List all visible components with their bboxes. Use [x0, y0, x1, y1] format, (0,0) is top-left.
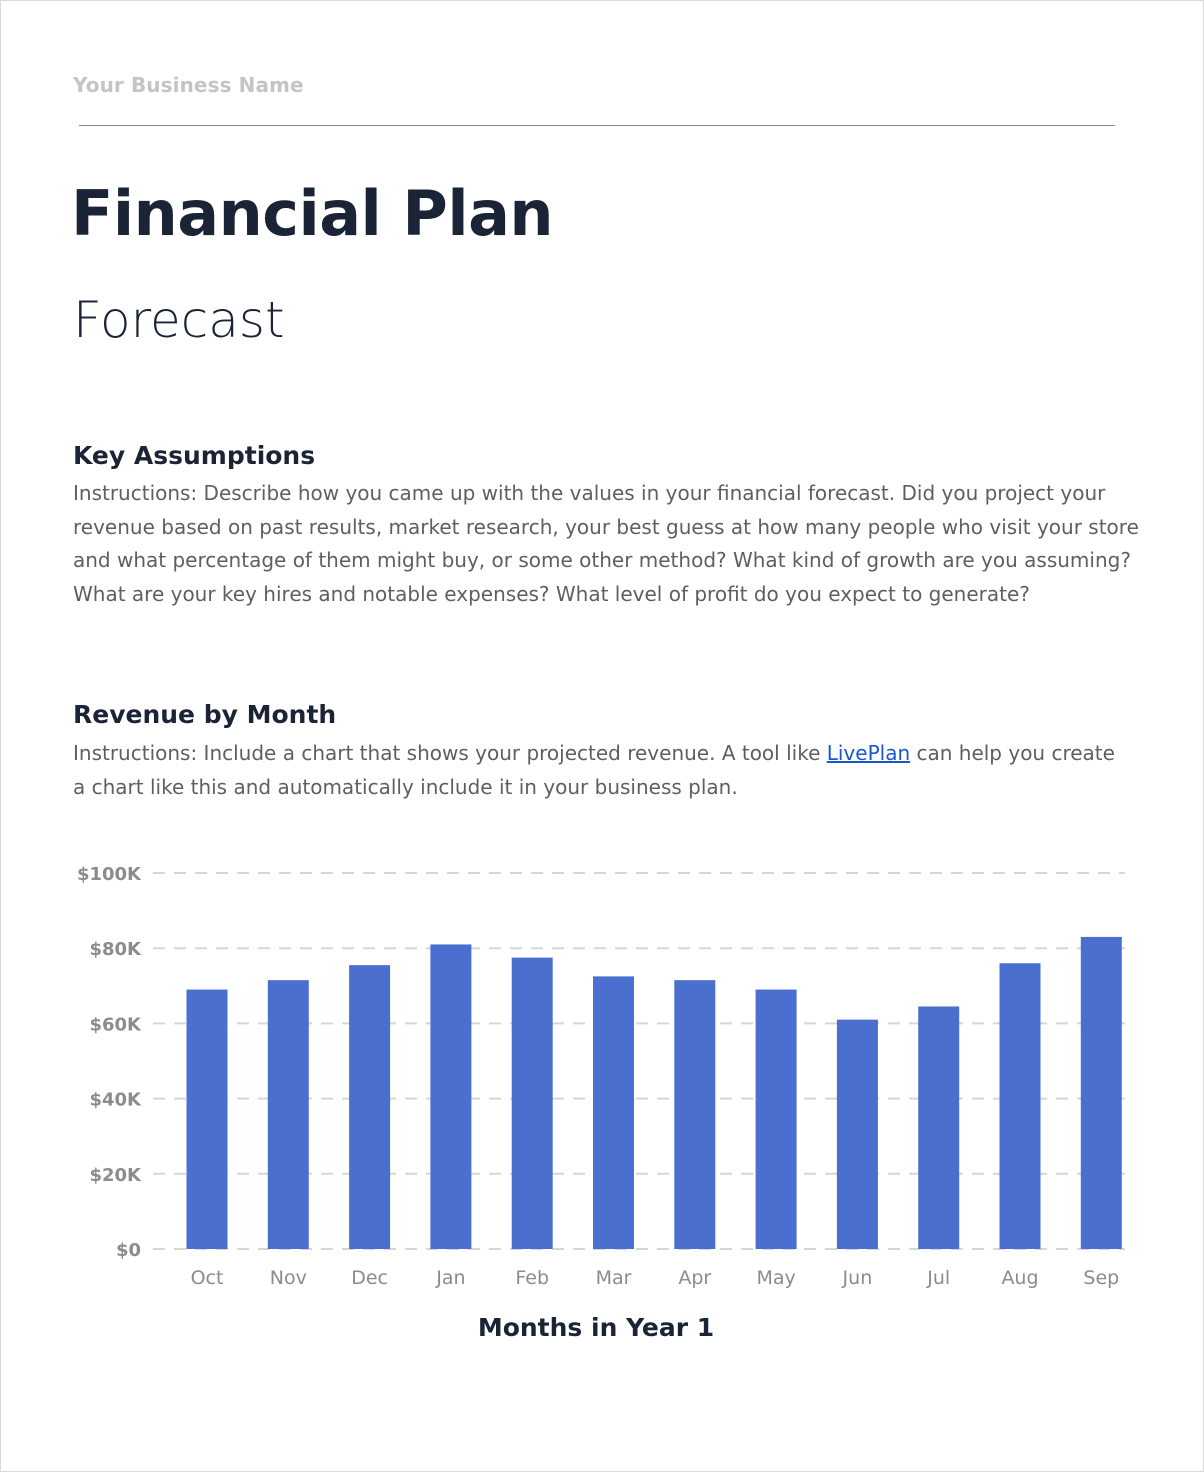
bar	[1000, 963, 1041, 1249]
bar	[349, 965, 390, 1249]
bar	[430, 944, 471, 1249]
page-subtitle: Forecast	[73, 291, 285, 349]
instruction-text-part-2: can help you create a chart like this and automatically include it in your business plan.	[73, 741, 1115, 799]
bar	[837, 1020, 878, 1249]
section-text-key-assumptions: Instructions: Describe how you came up with the values in your financial forecast. Did you project your revenue based on past results, market research, your best guess at how many people who visit your store and what percentage of them might buy, or some other method? What kind of growth are you assuming? What are your key hires and notable expenses? What level of profit do you expect to generate?	[73, 481, 1139, 606]
y-tick-label: $80K	[89, 939, 141, 961]
x-tick-label: May	[756, 1267, 796, 1289]
x-tick-label: Dec	[351, 1267, 388, 1289]
header-divider	[79, 125, 1115, 126]
instruction-text-part-1: Instructions: Include a chart that shows your projected revenue. A tool like	[73, 741, 827, 765]
page-title: Financial Plan	[71, 177, 554, 250]
liveplan-link[interactable]: LivePlan	[826, 741, 911, 765]
bar	[1081, 937, 1122, 1249]
y-tick-label: $40K	[89, 1089, 141, 1111]
section-heading-key-assumptions: Key Assumptions	[73, 441, 316, 470]
x-tick-label: Jul	[927, 1267, 951, 1289]
x-tick-label: Nov	[269, 1267, 307, 1289]
bar	[187, 990, 228, 1249]
y-tick-label: $20K	[89, 1164, 141, 1186]
x-tick-label: Jan	[436, 1267, 466, 1289]
bar	[512, 958, 553, 1249]
x-tick-label: Apr	[678, 1267, 712, 1289]
bar	[756, 990, 797, 1249]
y-tick-label: $0	[115, 1240, 141, 1261]
x-tick-label: Feb	[515, 1267, 550, 1289]
bar	[593, 976, 634, 1249]
bar	[674, 980, 715, 1249]
revenue-chart	[1, 851, 1204, 1351]
x-axis-label: Months in Year 1	[477, 1313, 715, 1342]
x-tick-label: Mar	[595, 1267, 632, 1289]
x-tick-label: Oct	[190, 1267, 224, 1289]
x-tick-label: Jun	[842, 1267, 873, 1289]
revenue-chart-svg	[1, 851, 1204, 1351]
business-name: Your Business Name	[73, 73, 304, 97]
y-tick-label: $100K	[76, 864, 141, 885]
y-tick-label: $60K	[89, 1014, 141, 1036]
bar	[918, 1006, 959, 1249]
section-text-revenue-by-month	[73, 737, 1133, 804]
section-heading-revenue-by-month: Revenue by Month	[73, 700, 337, 729]
x-tick-label: Sep	[1083, 1267, 1120, 1289]
x-tick-label: Aug	[1001, 1267, 1039, 1289]
bar	[268, 980, 309, 1249]
